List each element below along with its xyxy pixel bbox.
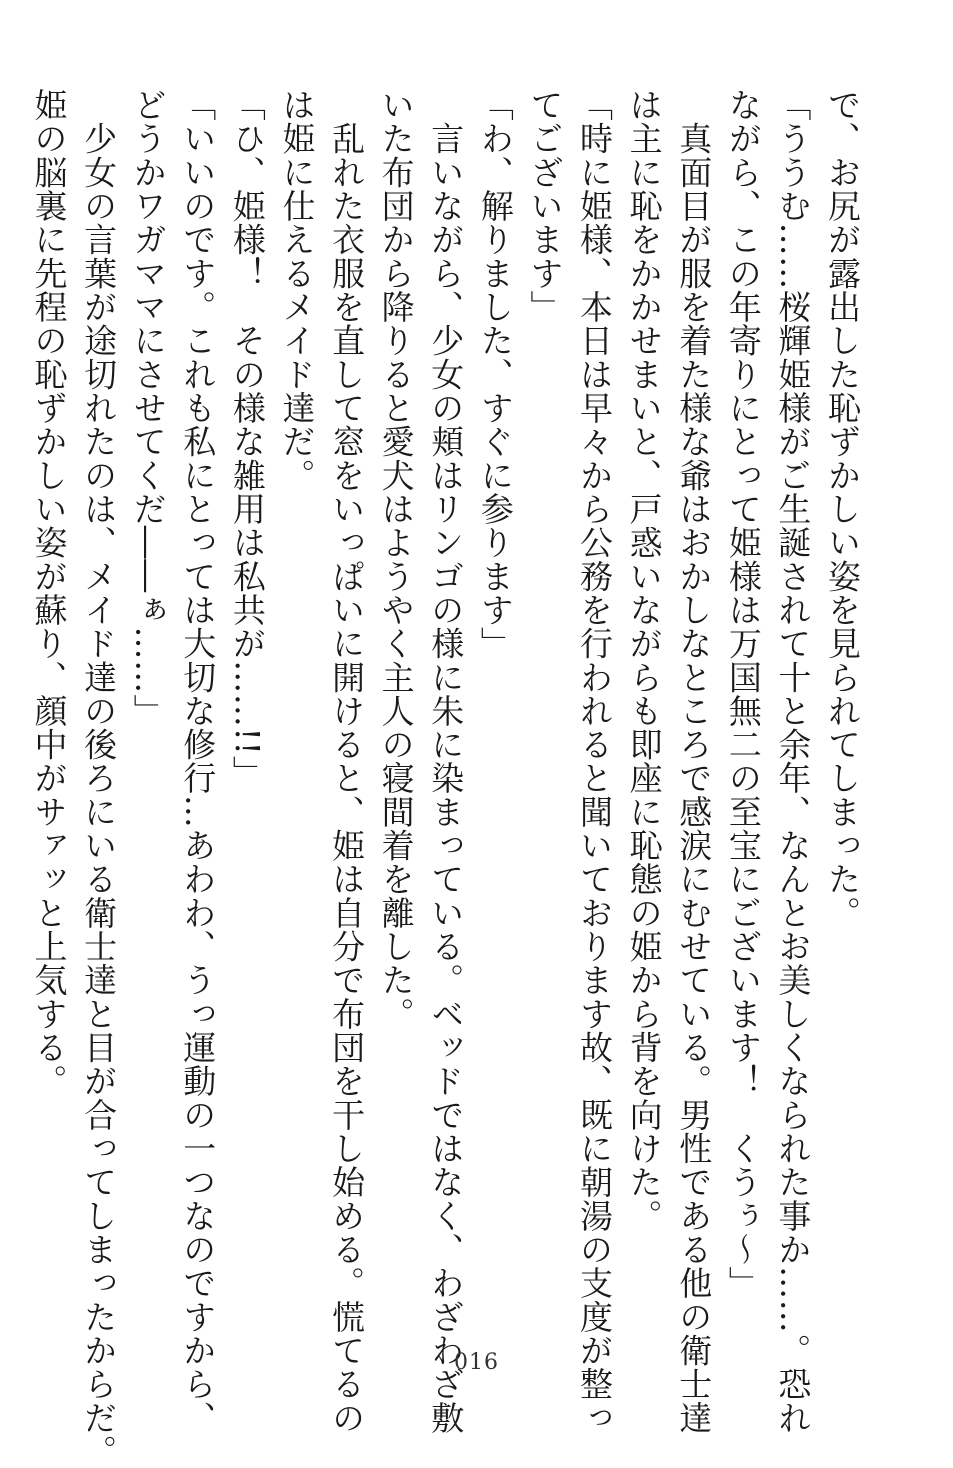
text-line: は主に恥をかかせまいと、戸惑いながらも即座に恥態の姫から背を向けた。 [624,88,664,1233]
text-line: てございます」 [525,88,565,324]
text-line: ながら、この年寄りにとって姫様は万国無二の至宝にございます！ くうぅ～」 [723,88,763,1300]
text-line: 言いながら、少女の頬はリンゴの様に朱に染まっている。ベッドではなく、わざわざ敷 [426,88,466,1435]
text-line: 「いいのです。これも私にとっては大切な修行…あわわ、うっ運動の一つなのですから、 [178,88,218,1435]
text-line: 「わ、解りました、すぐに参ります」 [475,88,515,661]
page-number: 016 [454,1350,499,1375]
text-line: 「ううむ……桜輝姫様がご生誕されて十と余年、なんとお美しくなられた事か……。恐れ [773,88,813,1435]
text-line: で、お尻が露出した恥ずかしい姿を見られてしまった。 [823,88,862,930]
text-line: いた布団から降りると愛犬はようやく主人の寝間着を離した。 [376,88,416,1031]
text-line: 少女の言葉が途切れたのは、メイド達の後ろにいる衛士達と目が合ってしまったからだ。 [79,88,119,1468]
text-line: 乱れた衣服を直して窓をいっぱいに開けると、姫は自分で布団を干し始める。慌てるの [327,88,367,1435]
text-line: 姫の脳裏に先程の恥ずかしい姿が蘇り、顔中がサァッと上気する。 [29,88,69,1098]
text-line: 「時に姫様、本日は早々から公務を行われると聞いております故、既に朝湯の支度が整っ [575,88,615,1435]
text-line: どうかワガママにさせてくだ――ぁ……」 [128,88,168,728]
text-line: 「ひ、姫様！ その様な雑用は私共が……!!」 [227,88,267,790]
text-line: は姫に仕えるメイド達だ。 [277,88,317,492]
text-line: 真面目が服を着た様な爺はおかしなところで感涙にむせている。男性である他の衛士達 [674,88,714,1435]
